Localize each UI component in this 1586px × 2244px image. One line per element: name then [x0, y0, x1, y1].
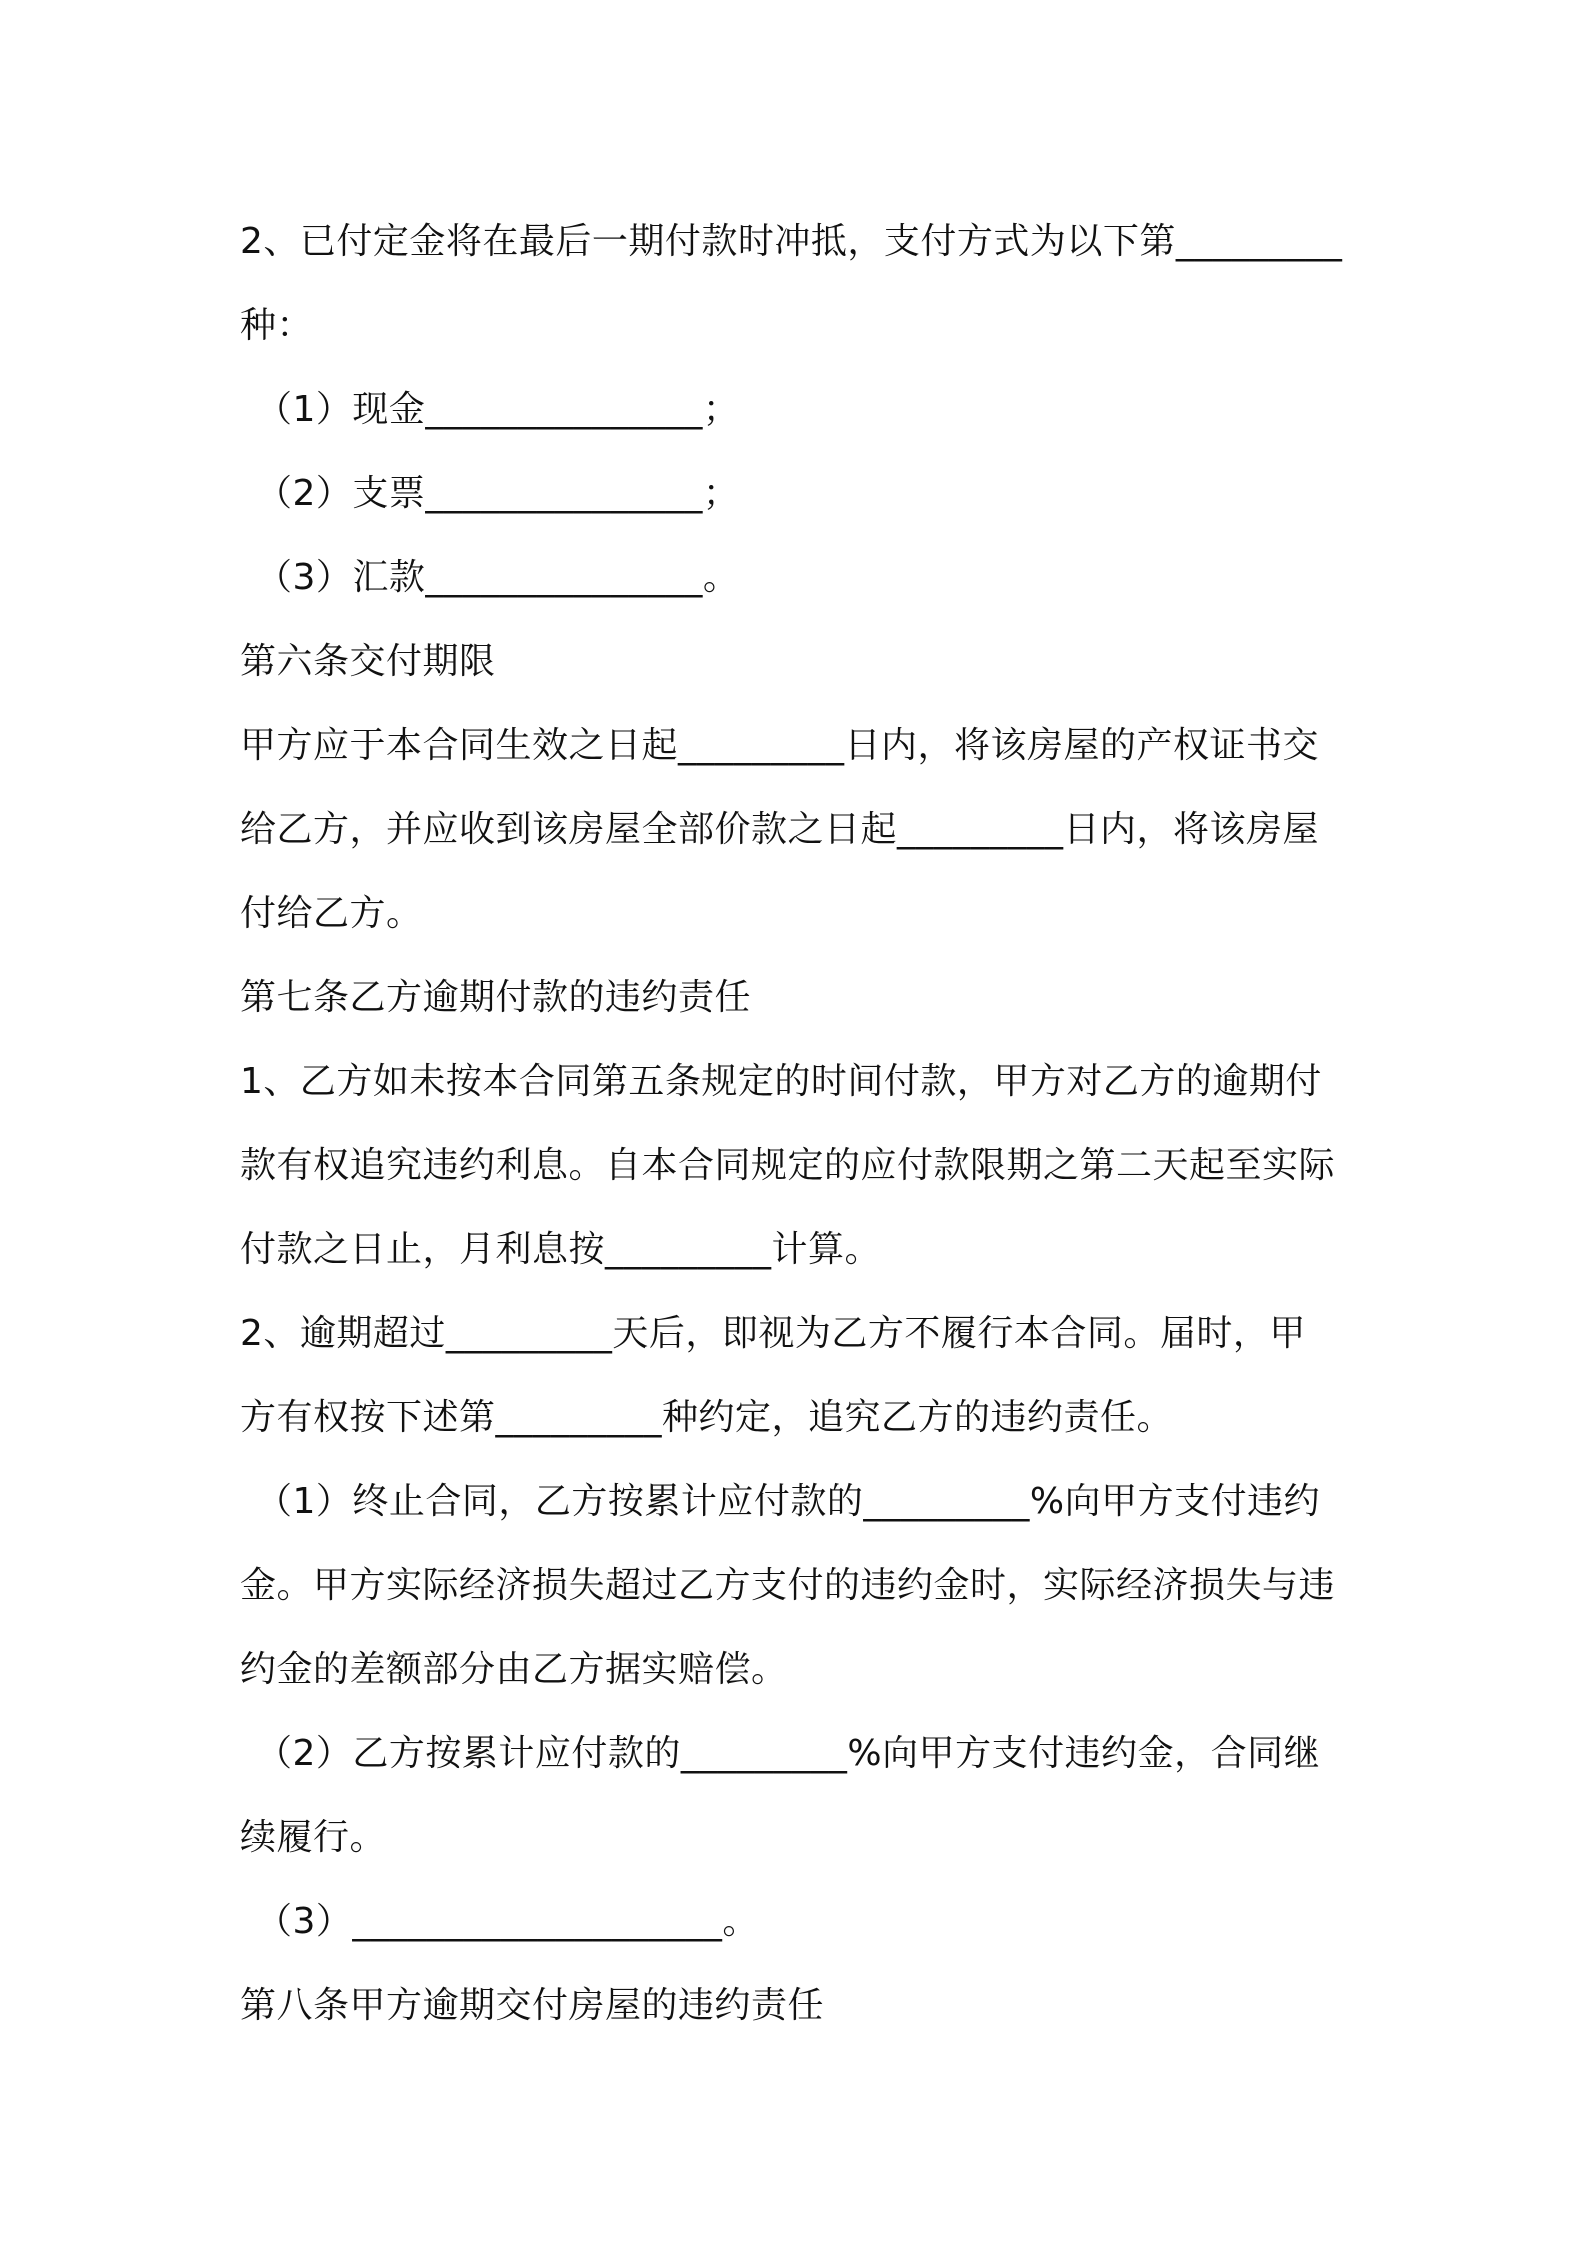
article-8-heading: 第八条甲方逾期交付房屋的违约责任 — [240, 1985, 825, 2026]
article-7-heading: 第七条乙方逾期付款的违约责任 — [240, 977, 752, 1018]
article-7-item-1-line: 款有权追究违约利息。自本合同规定的应付款限期之第二天起至实际 — [240, 1145, 1336, 1186]
option-check: （2）支票_______________； — [256, 473, 740, 514]
option-remittance: （3）汇款_______________。 — [256, 557, 740, 598]
article-7-item-1-line: 付款之日止，月利息按_________计算。 — [240, 1229, 882, 1270]
article-6-text-line: 给乙方，并应收到该房屋全部价款之日起_________日内，将该房屋 — [240, 809, 1320, 850]
clause-payment-method-line: 2、已付定金将在最后一期付款时冲抵，支付方式为以下第_________ — [240, 221, 1343, 262]
article-7-option-3-line: （3）____________________。 — [256, 1901, 759, 1942]
article-7-option-1-line: 约金的差额部分由乙方据实赔偿。 — [240, 1649, 788, 1690]
article-7-option-1-line: 金。甲方实际经济损失超过乙方支付的违约金时，实际经济损失与违 — [240, 1565, 1336, 1606]
clause-payment-method-line-cont: 种： — [240, 305, 314, 346]
article-7-item-1-line: 1、乙方如未按本合同第五条规定的时间付款，甲方对乙方的逾期付 — [240, 1061, 1322, 1102]
article-7-option-2-line: （2）乙方按累计应付款的_________%向甲方支付违约金，合同继 — [256, 1733, 1321, 1774]
article-7-option-1-line: （1）终止合同，乙方按累计应付款的_________%向甲方支付违约 — [256, 1481, 1321, 1522]
article-6-heading: 第六条交付期限 — [240, 641, 496, 682]
article-7-item-2-line: 方有权按下述第_________种约定，追究乙方的违约责任。 — [240, 1397, 1174, 1438]
article-7-item-2-line: 2、逾期超过_________天后，即视为乙方不履行本合同。届时，甲 — [240, 1313, 1306, 1354]
article-7-option-2-line: 续履行。 — [240, 1817, 387, 1858]
contract-body — [240, 200, 1360, 2048]
option-cash: （1）现金_______________； — [256, 389, 740, 430]
article-6-text-line: 付给乙方。 — [240, 893, 423, 934]
article-6-text-line: 甲方应于本合同生效之日起_________日内，将该房屋的产权证书交 — [240, 725, 1320, 766]
